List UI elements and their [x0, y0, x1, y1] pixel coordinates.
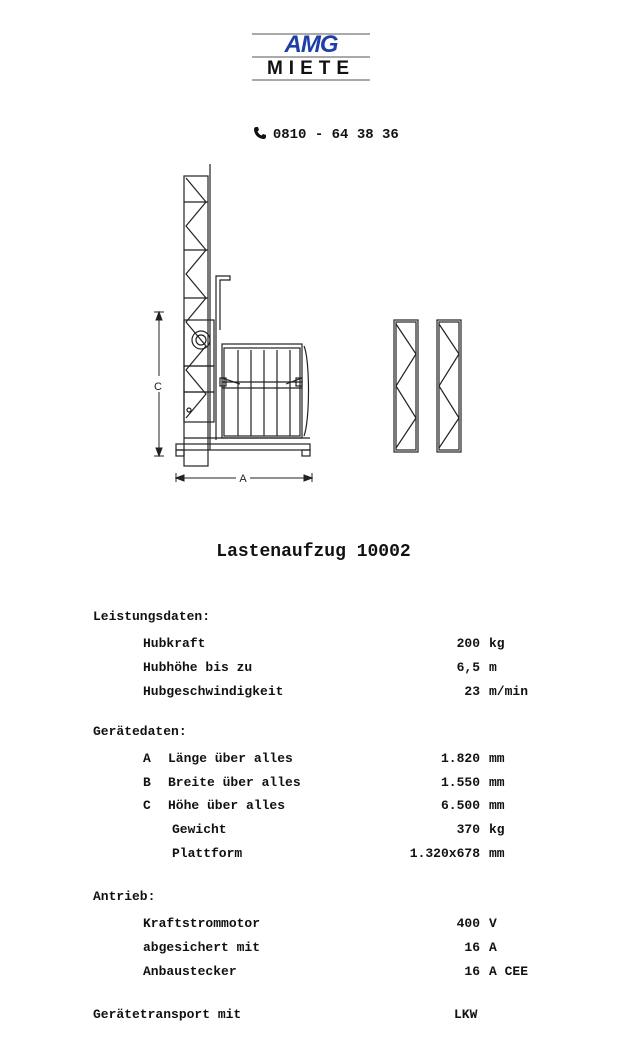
section-heading-geraete: Gerätedaten:: [93, 724, 187, 739]
phone-icon: [253, 126, 267, 140]
spec-label: Länge über alles: [168, 751, 293, 766]
spec-unit: V: [489, 916, 497, 931]
spec-unit: mm: [489, 751, 505, 766]
spec-unit: kg: [489, 636, 505, 651]
spec-label: Breite über alles: [168, 775, 301, 790]
spec-letter: C: [143, 798, 151, 813]
spec-value: 400: [456, 916, 480, 931]
spec-value: 23: [464, 684, 480, 699]
phone-number: 0810 - 64 38 36: [272, 127, 399, 143]
spec-unit: m: [489, 660, 497, 675]
dimension-a-label: A: [239, 473, 247, 485]
spec-value: 200: [456, 636, 480, 651]
spec-unit: A: [489, 940, 497, 955]
mast-section-2: [437, 320, 461, 452]
spec-label: abgesichert mit: [143, 940, 261, 955]
spec-value: 6.500: [440, 798, 480, 813]
spec-value: 6,5: [456, 660, 480, 675]
spec-label: Kraftstrommotor: [143, 916, 261, 931]
spec-unit: mm: [489, 846, 505, 861]
spec-label: Hubgeschwindigkeit: [143, 684, 284, 699]
logo-subtitle: MIETE: [266, 58, 356, 79]
dimension-c-label: C: [154, 381, 162, 393]
section-heading-leistung: Leistungsdaten:: [93, 609, 211, 624]
transport-value: LKW: [454, 1007, 478, 1022]
product-title: Lastenaufzug 10002: [216, 542, 411, 562]
platform-cage: [220, 344, 309, 438]
spec-label: Gewicht: [172, 822, 227, 837]
base-frame: [176, 438, 310, 456]
spec-unit: A CEE: [489, 964, 529, 979]
spec-unit: m/min: [489, 684, 529, 699]
spec-letter: B: [143, 775, 151, 790]
spec-value: 1.820: [440, 751, 480, 766]
mast-lattice: [184, 164, 210, 466]
spec-label: Plattform: [172, 846, 243, 861]
spec-value: 1.320x678: [409, 846, 480, 861]
transport-label: Gerätetransport mit: [93, 1007, 242, 1022]
spec-unit: mm: [489, 798, 505, 813]
spec-value: 16: [464, 964, 480, 979]
mast-section-1: [394, 320, 418, 452]
spec-letter: A: [143, 751, 151, 766]
logo-wordmark: AMG: [284, 31, 338, 58]
spec-unit: mm: [489, 775, 505, 790]
spec-label: Hubkraft: [143, 636, 206, 651]
lift-drawing: [140, 160, 480, 490]
spec-value: 1.550: [440, 775, 480, 790]
section-heading-antrieb: Antrieb:: [93, 889, 156, 904]
spec-label: Anbaustecker: [143, 964, 237, 979]
spec-value: 16: [464, 940, 480, 955]
spec-label: Höhe über alles: [168, 798, 286, 813]
spec-value: 370: [456, 822, 480, 837]
phone-line: [236, 110, 399, 143]
spec-label: Hubhöhe bis zu: [143, 660, 253, 675]
spec-unit: kg: [489, 822, 505, 837]
